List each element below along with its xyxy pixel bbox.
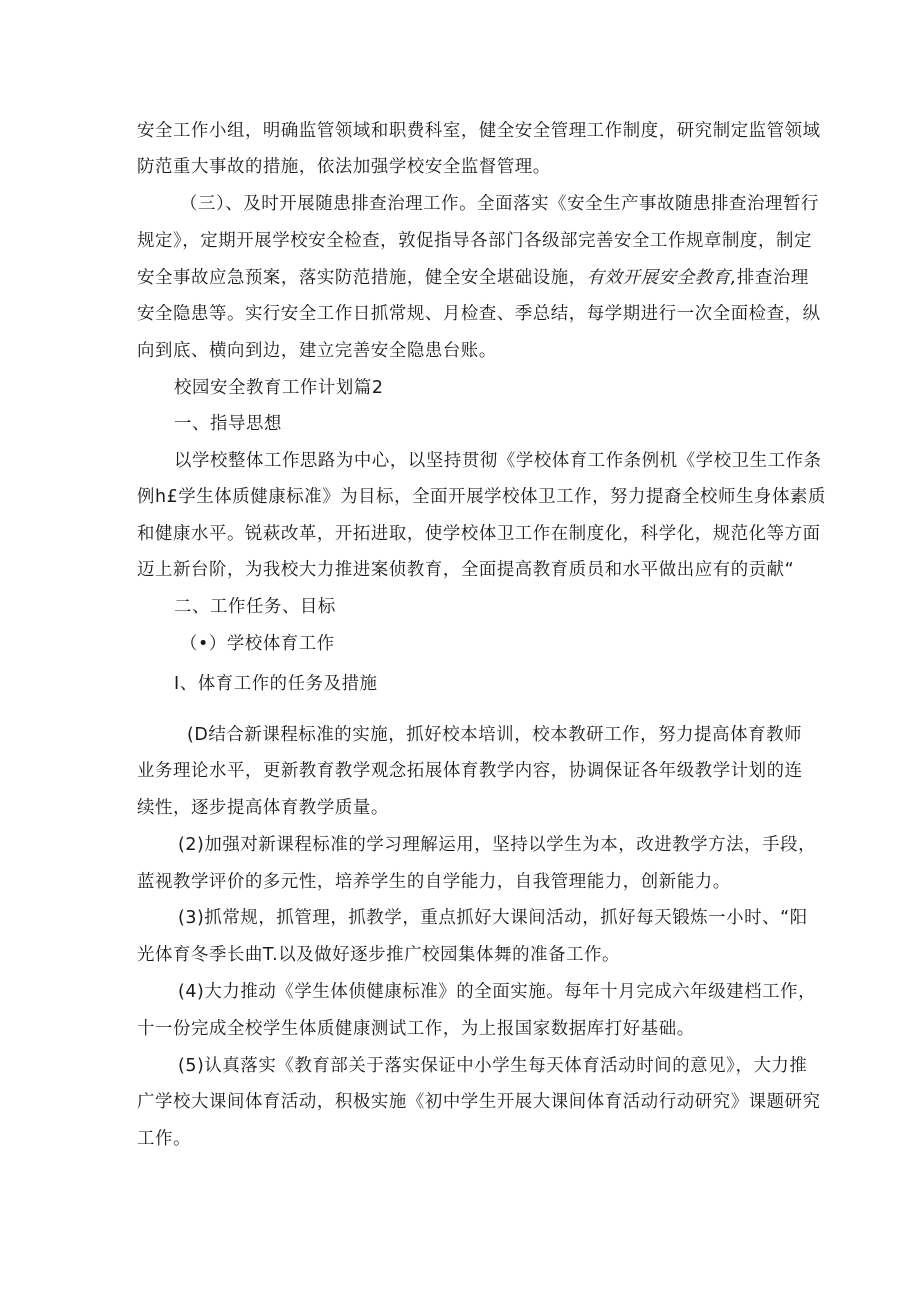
body-line-text: 安全事故应急预案，落实防范措施，健全安全堪础设施， xyxy=(137,268,587,288)
body-line: 工作。 xyxy=(137,1129,191,1149)
body-line: 光体育冬季长曲T.以及做好逐步推广校园集体舞的准备工作。 xyxy=(137,945,621,965)
subsection-heading: （•）学校体育工作 xyxy=(180,634,335,654)
body-line: 以学校整体工作思路为中心，以坚持贯彻《学校体育工作条例机《学校卫生工作条 xyxy=(174,451,822,471)
body-line: 续性，逐步提高体育教学质量。 xyxy=(137,798,389,818)
section-heading: 二、工作任务、目标 xyxy=(174,597,336,617)
body-line: 迈上新台阶，为我校大力推进案侦教育，全面提高教育质员和水平做出应有的贡献“ xyxy=(137,560,795,580)
body-line: 例h£学生体质健康标准》为目标，全面开展学校体卫工作，努力提裔全校师生身体素质 xyxy=(137,487,826,507)
body-line: (D结合新课程标准的实施，抓好校本培训，校本教研工作，努力提高体育教师 xyxy=(187,725,803,745)
body-line xyxy=(137,266,809,290)
body-line: 和健康水平。锐萩改革，开拓进取，使学校体卫工作在制度化，科学化，规范化等方面 xyxy=(137,524,821,544)
body-line: 规定》，定期开展学校安全检查，敦促指导各部门各级部完善安全工作规章制度，制定 xyxy=(137,231,812,251)
body-line: 广学校大课间体育活动，积极实施《初中学生开展大课间体育活动行动研究》课题研究 xyxy=(137,1092,821,1112)
body-line: 十一份完成全校学生体质健康测试工作，为上报国家数据库打好基础。 xyxy=(137,1019,695,1039)
body-line: (5)认真落实《教育部关于落实保证中小学生每天体育活动时间的意见》，大力推 xyxy=(178,1056,808,1076)
body-line: (3)抓常规，抓管理，抓教学，重点抓好大课间活动，抓好每天锻炼一小时、“阳 xyxy=(178,908,808,928)
item-heading: I、体育工作的任务及措施 xyxy=(174,674,378,694)
section-title: 校园安全教育工作计划篇2 xyxy=(174,378,384,398)
body-line: 防范重大事故的措施，依法加强学校安全监督管理。 xyxy=(137,157,551,177)
body-line: 业务理论水平，更新教育教学观念拓展体育教学内容，协调保证各年级教学计划的连 xyxy=(137,761,803,781)
body-line: 向到底、横向到边，建立完善安全隐患台账。 xyxy=(137,341,497,361)
italic-emphasis: 有效开展安全教育, xyxy=(586,268,737,288)
body-line: 蓝视教学评价的多元性，培养学生的自学能力，自我管理能力，创新能力。 xyxy=(137,872,731,892)
body-line: （三）、及时开展随患排查治理工作。全面落实《安全生产事故随患排查治理暂行 xyxy=(180,194,819,214)
body-line: (4)大力推动《学生体侦健康标准》的全面实施。每年十月完成六年级建档工作， xyxy=(178,982,817,1002)
body-line-text: 排查治理 xyxy=(736,268,809,288)
body-line: 安全工作小组，明确监管领域和职费科室，健全安全管理工作制度，研究制定监管领域 xyxy=(137,121,821,141)
section-heading: 一、指导思想 xyxy=(174,414,282,434)
body-line: (2)加强对新课程标准的学习理解运用，坚持以学生为本，改进教学方法，手段， xyxy=(178,835,817,855)
body-line: 安全隐患等。实行安全工作日抓常规、月检查、季总结，每学期进行一次全面检查，纵 xyxy=(137,304,821,324)
